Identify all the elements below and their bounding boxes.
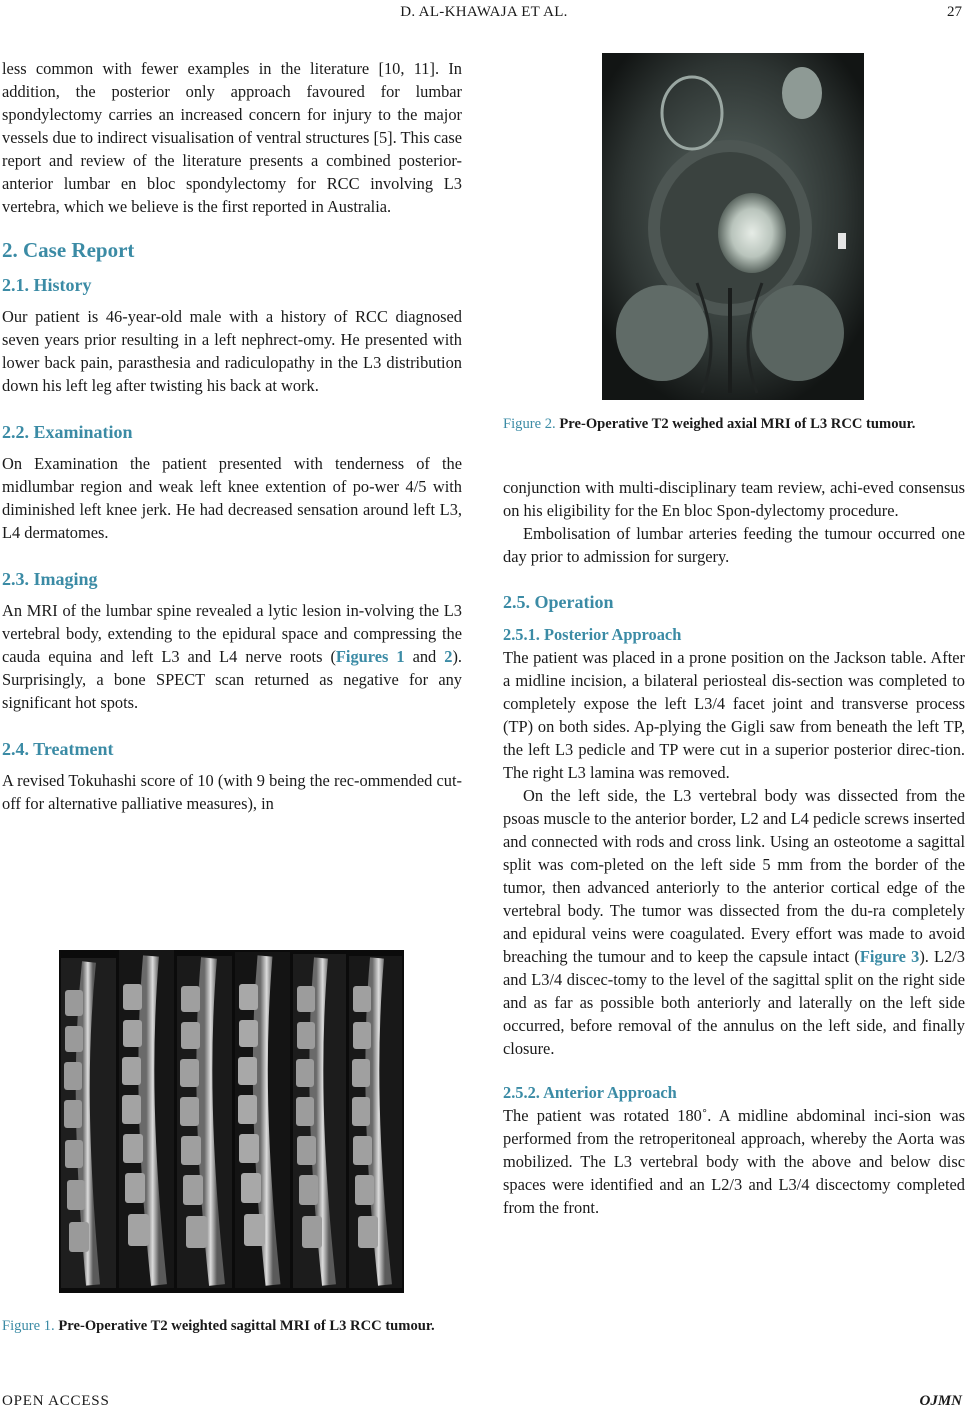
posterior-text-a: On the left side, the L3 vertebral body was dissected from the psoas muscle to the anterior border, L2 and L4 pedicle screws inserted and connected with rods and cross link. Using an osteotome a sagittal split was com-pleted on the left side 5 mm from the border of the tumor, then advanced anteriorly to the anterior cortical edge of the vertebral body. The tumor was dissected from the du-ra completely and epidural veins were coagulated. Every effort was made to avoid breaching the tumour and to keep the capsule intact ( (503, 786, 965, 966)
figure-2-axial-mri-image (602, 53, 864, 400)
figure-2-caption-text: Pre-Operative T2 weighed axial MRI of L3 RCC tumour. (555, 416, 916, 432)
footer-open-access: OPEN ACCESS (2, 1393, 110, 1409)
page-number: 27 (947, 4, 962, 20)
subsection-heading-examination: 2.2. Examination (2, 422, 133, 442)
posterior-text-b: ). L2/3 and L3/4 discec-tomy to the level of the sagittal split on the right side and as far as possible both anteriorly and laterally on the left side occurred, before removal of the annulus on the left side, and finally closure. (503, 947, 965, 1058)
subsubsection-heading-anterior: 2.5.2. Anterior Approach (503, 1083, 677, 1102)
mri-panel-2 (119, 950, 174, 1288)
history-paragraph: Our patient is 46-year-old male with a history of RCC diagnosed seven years prior resulting in a left nephrect-omy. He presented with lower back pain, parasthesia and radiculopathy in the L3 distribution down his left leg after twisting his back at work. (2, 307, 462, 395)
imaging-paragraph (2, 599, 462, 714)
posterior-paragraph-1: The patient was placed in a prone position on the Jackson table. After a midline incision, a bilateral periosteal dis-section was completed to completely expose the left L3/4 facet joint and transverse process (TP) on both sides. Ap-plying the Gigli saw from beneath the left TP, the left L3 pedicle and TP were cut in a superior posterior direc-tion. The right L3 lamina was removed. (503, 648, 965, 782)
imaging-text-b: ). Surprisingly, a bone SPECT scan returned as negative for any significant hot spots. (2, 647, 462, 712)
embolisation-paragraph: Embolisation of lumbar arteries feeding the tumour occurred one day prior to admission for surgery. (503, 524, 965, 566)
figure-1-caption (2, 1317, 462, 1336)
mri-panel-1 (61, 958, 116, 1288)
subsection-heading-treatment: 2.4. Treatment (2, 739, 114, 759)
figure-2-link[interactable]: 2 (444, 647, 453, 666)
posterior-paragraph-2 (503, 784, 965, 1060)
mri-panel-4 (235, 952, 290, 1288)
anterior-paragraph: The patient was rotated 180˚. A midline abdominal inci-sion was performed from the retroperitoneal approach, whereby the Aorta was mobilized. The L3 vertebral body with the above and below disc spaces were identified and an L2/3 and L3/4 discectomy completed from the front. (503, 1106, 965, 1217)
figure-1-caption-label: Figure 1. (2, 1318, 55, 1334)
figure-1-sagittal-mri-image (59, 950, 404, 1293)
intro-paragraph: less common with fewer examples in the literature [10, 11]. In addition, the posterior only approach favoured for lumbar spondylectomy carries an increased concern for injury to the major vessels due to indirect visualisation of ventral structures [5]. This case report and review of the literature presents a combined posterior-anterior lumbar en bloc spondylectomy for RCC involving L3 vertebra, which we believe is the first reported in Australia. (2, 59, 462, 216)
left-column (2, 57, 462, 815)
examination-paragraph: On Examination the patient presented with tenderness of the midlumbar region and weak left knee extention of po-wer 4/5 with diminished left knee jerk. He had decreased sensation around left L3, L4 dermatomes. (2, 454, 462, 542)
right-column (503, 476, 965, 1219)
treatment-paragraph: A revised Tokuhashi score of 10 (with 9 being the rec-ommended cut-off for alternative palliative measures), in (2, 771, 462, 813)
axial-mri-graphic (602, 53, 864, 400)
section-heading-case-report: 2. Case Report (2, 238, 135, 262)
subsubsection-heading-posterior: 2.5.1. Posterior Approach (503, 625, 682, 644)
footer-journal: OJMN (919, 1393, 962, 1409)
subsection-heading-operation: 2.5. Operation (503, 592, 614, 612)
imaging-text-and: and (404, 647, 445, 666)
imaging-text-a: An MRI of the lumbar spine revealed a lytic lesion in-volving the L3 vertebral body, extending to the epidural space and compressing the cauda equina and left L3 and L4 nerve roots ( (2, 601, 462, 666)
mri-panel-3 (177, 956, 232, 1288)
mri-panel-5 (293, 954, 346, 1288)
figure-1-link[interactable]: Figures 1 (335, 647, 405, 666)
figure-1-caption-text: Pre-Operative T2 weighted sagittal MRI of L3 RCC tumour. (54, 1318, 435, 1334)
figure-2-caption-label: Figure 2. (503, 416, 556, 432)
mri-panel-6 (349, 956, 402, 1288)
figure-2-caption (503, 415, 965, 434)
subsection-heading-imaging: 2.3. Imaging (2, 569, 98, 589)
sagittal-mri-graphic (59, 950, 404, 1293)
treatment-continued-paragraph: conjunction with multi-disciplinary team review, achi-eved consensus on his eligibility for the En bloc Spon-dylectomy procedure. (503, 478, 965, 520)
page-footer (0, 1392, 968, 1410)
running-title: D. AL-KHAWAJA ET AL. (400, 4, 568, 20)
figure-3-link[interactable]: Figure 3 (859, 947, 920, 966)
subsection-heading-history: 2.1. History (2, 275, 92, 295)
page-header (0, 2, 968, 22)
